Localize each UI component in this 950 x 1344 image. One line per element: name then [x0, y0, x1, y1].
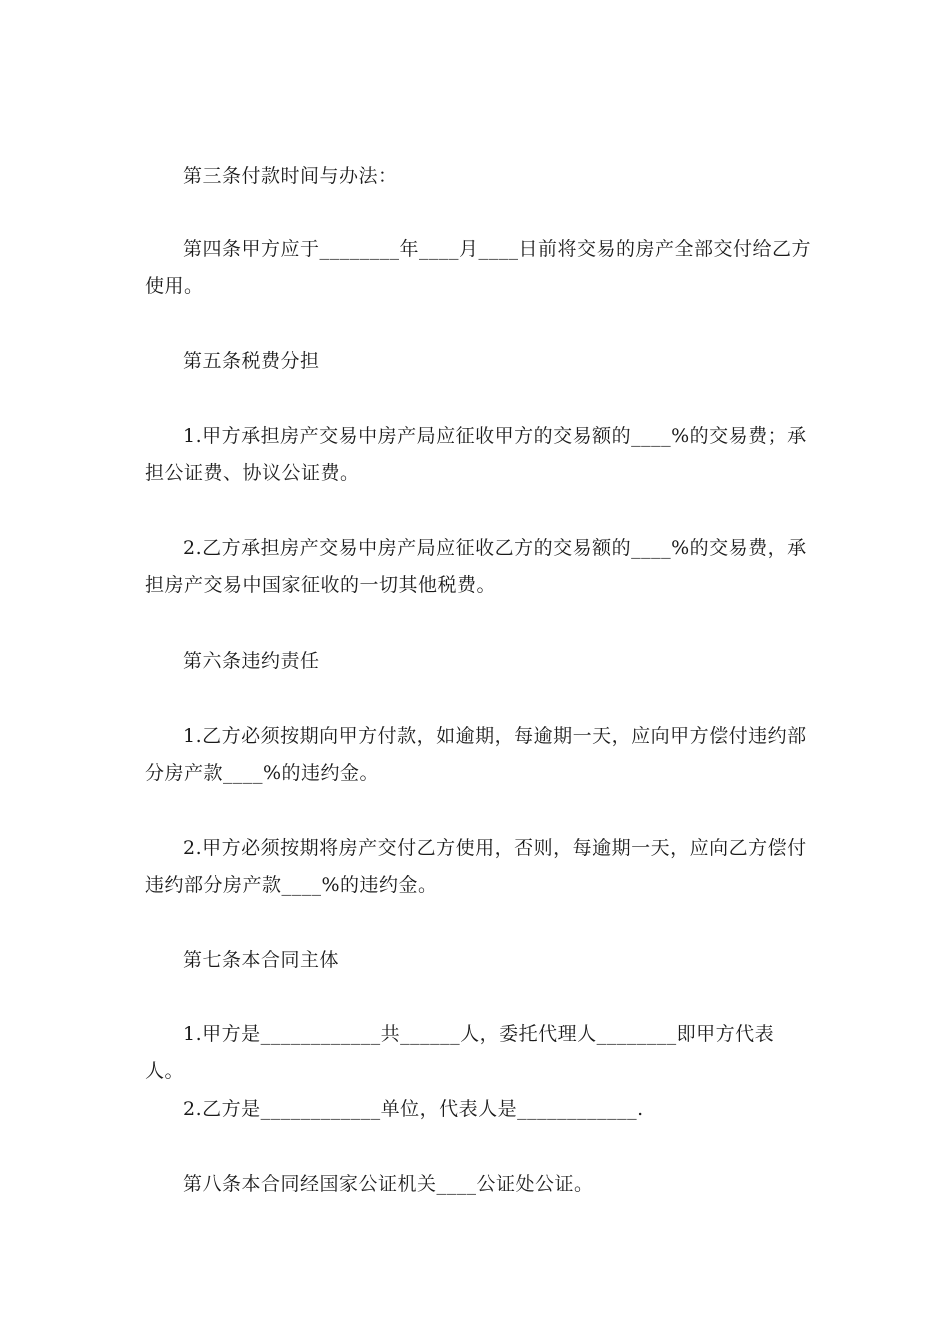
article-6-clause-2: 2.甲方必须按期将房产交付乙方使用，否则，每逾期一天，应向乙方偿付违约部分房产款____%的违约金。	[145, 837, 807, 896]
article-5-clause-2: 2.乙方承担房产交易中房产局应征收乙方的交易额的____%的交易费，承担房产交易中国家征收的一切其他税费。	[145, 537, 807, 596]
article-7-clause-1: 1.甲方是____________共______人，委托代理人________即甲方代表人。	[145, 1023, 775, 1082]
article-5-heading: 第五条税费分担	[183, 350, 320, 372]
article-6-heading: 第六条违约责任	[183, 650, 320, 672]
article-7-heading: 第七条本合同主体	[183, 949, 340, 971]
article-3-heading: 第三条付款时间与办法：	[183, 165, 398, 187]
article-8-paragraph: 第八条本合同经国家公证机关____公证处公证。	[183, 1173, 594, 1195]
article-4-paragraph: 第四条甲方应于________年____月____日前将交易的房产全部交付给乙方使用。	[145, 238, 812, 297]
article-6-clause-1: 1.乙方必须按期向甲方付款，如逾期，每逾期一天，应向甲方偿付违约部分房产款____%的违约金。	[145, 725, 807, 784]
article-5-clause-1: 1.甲方承担房产交易中房产局应征收甲方的交易额的____%的交易费；承担公证费、协议公证费。	[145, 425, 807, 484]
article-7-clause-2: 2.乙方是____________单位，代表人是____________.	[183, 1098, 644, 1120]
